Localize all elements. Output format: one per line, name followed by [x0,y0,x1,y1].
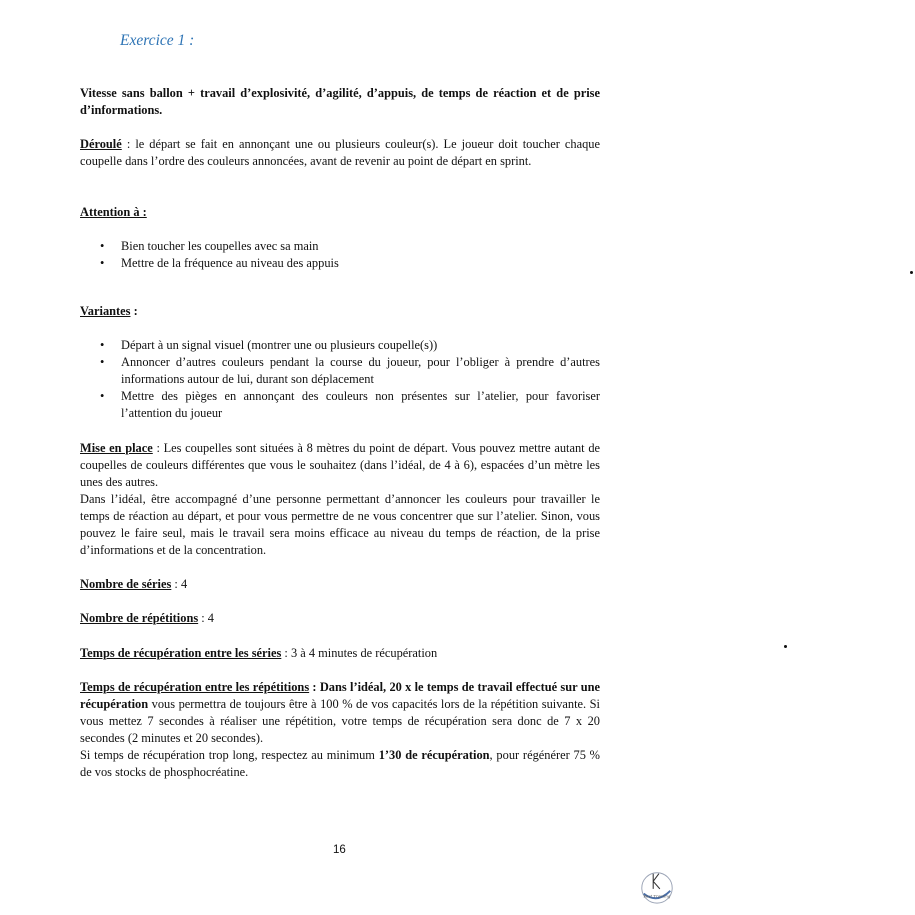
attention-label: Attention à : [80,205,147,219]
list-item: • Départ à un signal visuel (montrer une ou plusieurs coupelle(s)) [100,338,438,352]
variantes-heading [80,303,600,320]
deroule-text: : le départ se fait en annonçant une ou plusieurs couleur(s). Le joueur doit toucher chaque coupelle dans l’ordre des couleurs annoncées, avant de revenir au point de départ en sprint. [80,137,600,168]
recup-reps-paragraph: Temps de récupération entre les répétitions : Dans l’idéal, 20 x le temps de travail effectué sur une récupération vous permettra de toujours être à 100 % de vos capacités lors de la répétition suivante. Si vous mettez 7 secondes à réaliser une répétition, votre temps de récupération sera donc de 7 x 20 secondes (2 minutes et 20 secondes). Si temps de récupération trop long, respectez au minimum 1’30 de récupération, pour régénérer 75 % de vos stocks de phosphocréatine. [80,680,600,779]
page-number: 16 [333,844,346,856]
exercise-title: Vitesse sans ballon + travail d’explosivité, d’agilité, d’appuis, de temps de réaction et de prise d’informations. [80,86,600,117]
logo-text: Fast Training [643,893,671,899]
recup-series-label: Temps de récupération entre les séries [80,646,282,660]
mise-en-place-paragraph: Mise en place : Les coupelles sont situées à 8 mètres du point de départ. Vous pouvez mettre autant de coupelles de couleurs différentes que vous le souhaitez (dans l’idéal, de 4 à 6), espacées d’un mètre les unes des autres. Dans l’idéal, être accompagné d’une personne permettant d’annoncer les couleurs pour travailler le temps de réaction au départ, et pour vous permettre de ne vous concentrer que sur l’atelier. Sinon, vous pouvez le faire seul, mais le travail sera moins efficace au niveau du temps de réaction, de la prise d’informations et de la concentration. [80,441,601,557]
bullet-icon: • [100,239,105,253]
bullet-icon: • [100,256,105,270]
variantes-label: Variantes [80,304,131,318]
series-label: Nombre de séries [80,577,172,591]
variantes-list [80,337,600,422]
attention-heading [80,204,600,221]
variantes-suffix: : [130,304,138,318]
stray-dot [784,645,787,648]
stray-dot [910,271,913,274]
series-line: Nombre de séries : 4 [80,577,188,591]
bullet-icon: • [100,355,105,369]
recup-reps-label: Temps de récupération entre les répétitions [80,680,310,694]
mise-en-place-text2: Dans l’idéal, être accompagné d’une personne permettant d’annoncer les couleurs pour travailler le temps de réaction au départ, et pour vous permettre de ne vous concentrer que sur l’atelier. Sinon, vous pouvez le faire seul, mais le travail sera moins efficace au niveau du temps de réaction, de la prise d’informations et de la concentration. [80,492,600,557]
recup-series-line: Temps de récupération entre les séries : 3 à 4 minutes de récupération [80,646,438,660]
list-item: • Mettre des pièges en annonçant des couleurs non présentes sur l’atelier, pour favoriser l’attention du joueur [100,389,600,420]
repetitions-label: Nombre de répétitions [80,611,199,625]
exercise-heading: Exercice 1 : [120,32,195,49]
deroule-paragraph [80,136,600,170]
list-item: • Annoncer d’autres couleurs pendant la course du joueur, pour l’obliger à prendre d’autres informations autour de lui, durant son déplacement [100,355,600,386]
mise-en-place-label: Mise en place [80,441,153,455]
bullet-icon: • [100,338,105,352]
deroule-label: Déroulé [80,137,122,151]
repetitions-line: Nombre de répétitions : 4 [80,611,214,625]
bullet-icon: • [100,389,105,403]
brand-logo [638,868,676,906]
attention-list [80,238,600,272]
list-item: • Bien toucher les coupelles avec sa main [100,239,319,253]
list-item: • Mettre de la fréquence au niveau des appuis [100,256,339,270]
